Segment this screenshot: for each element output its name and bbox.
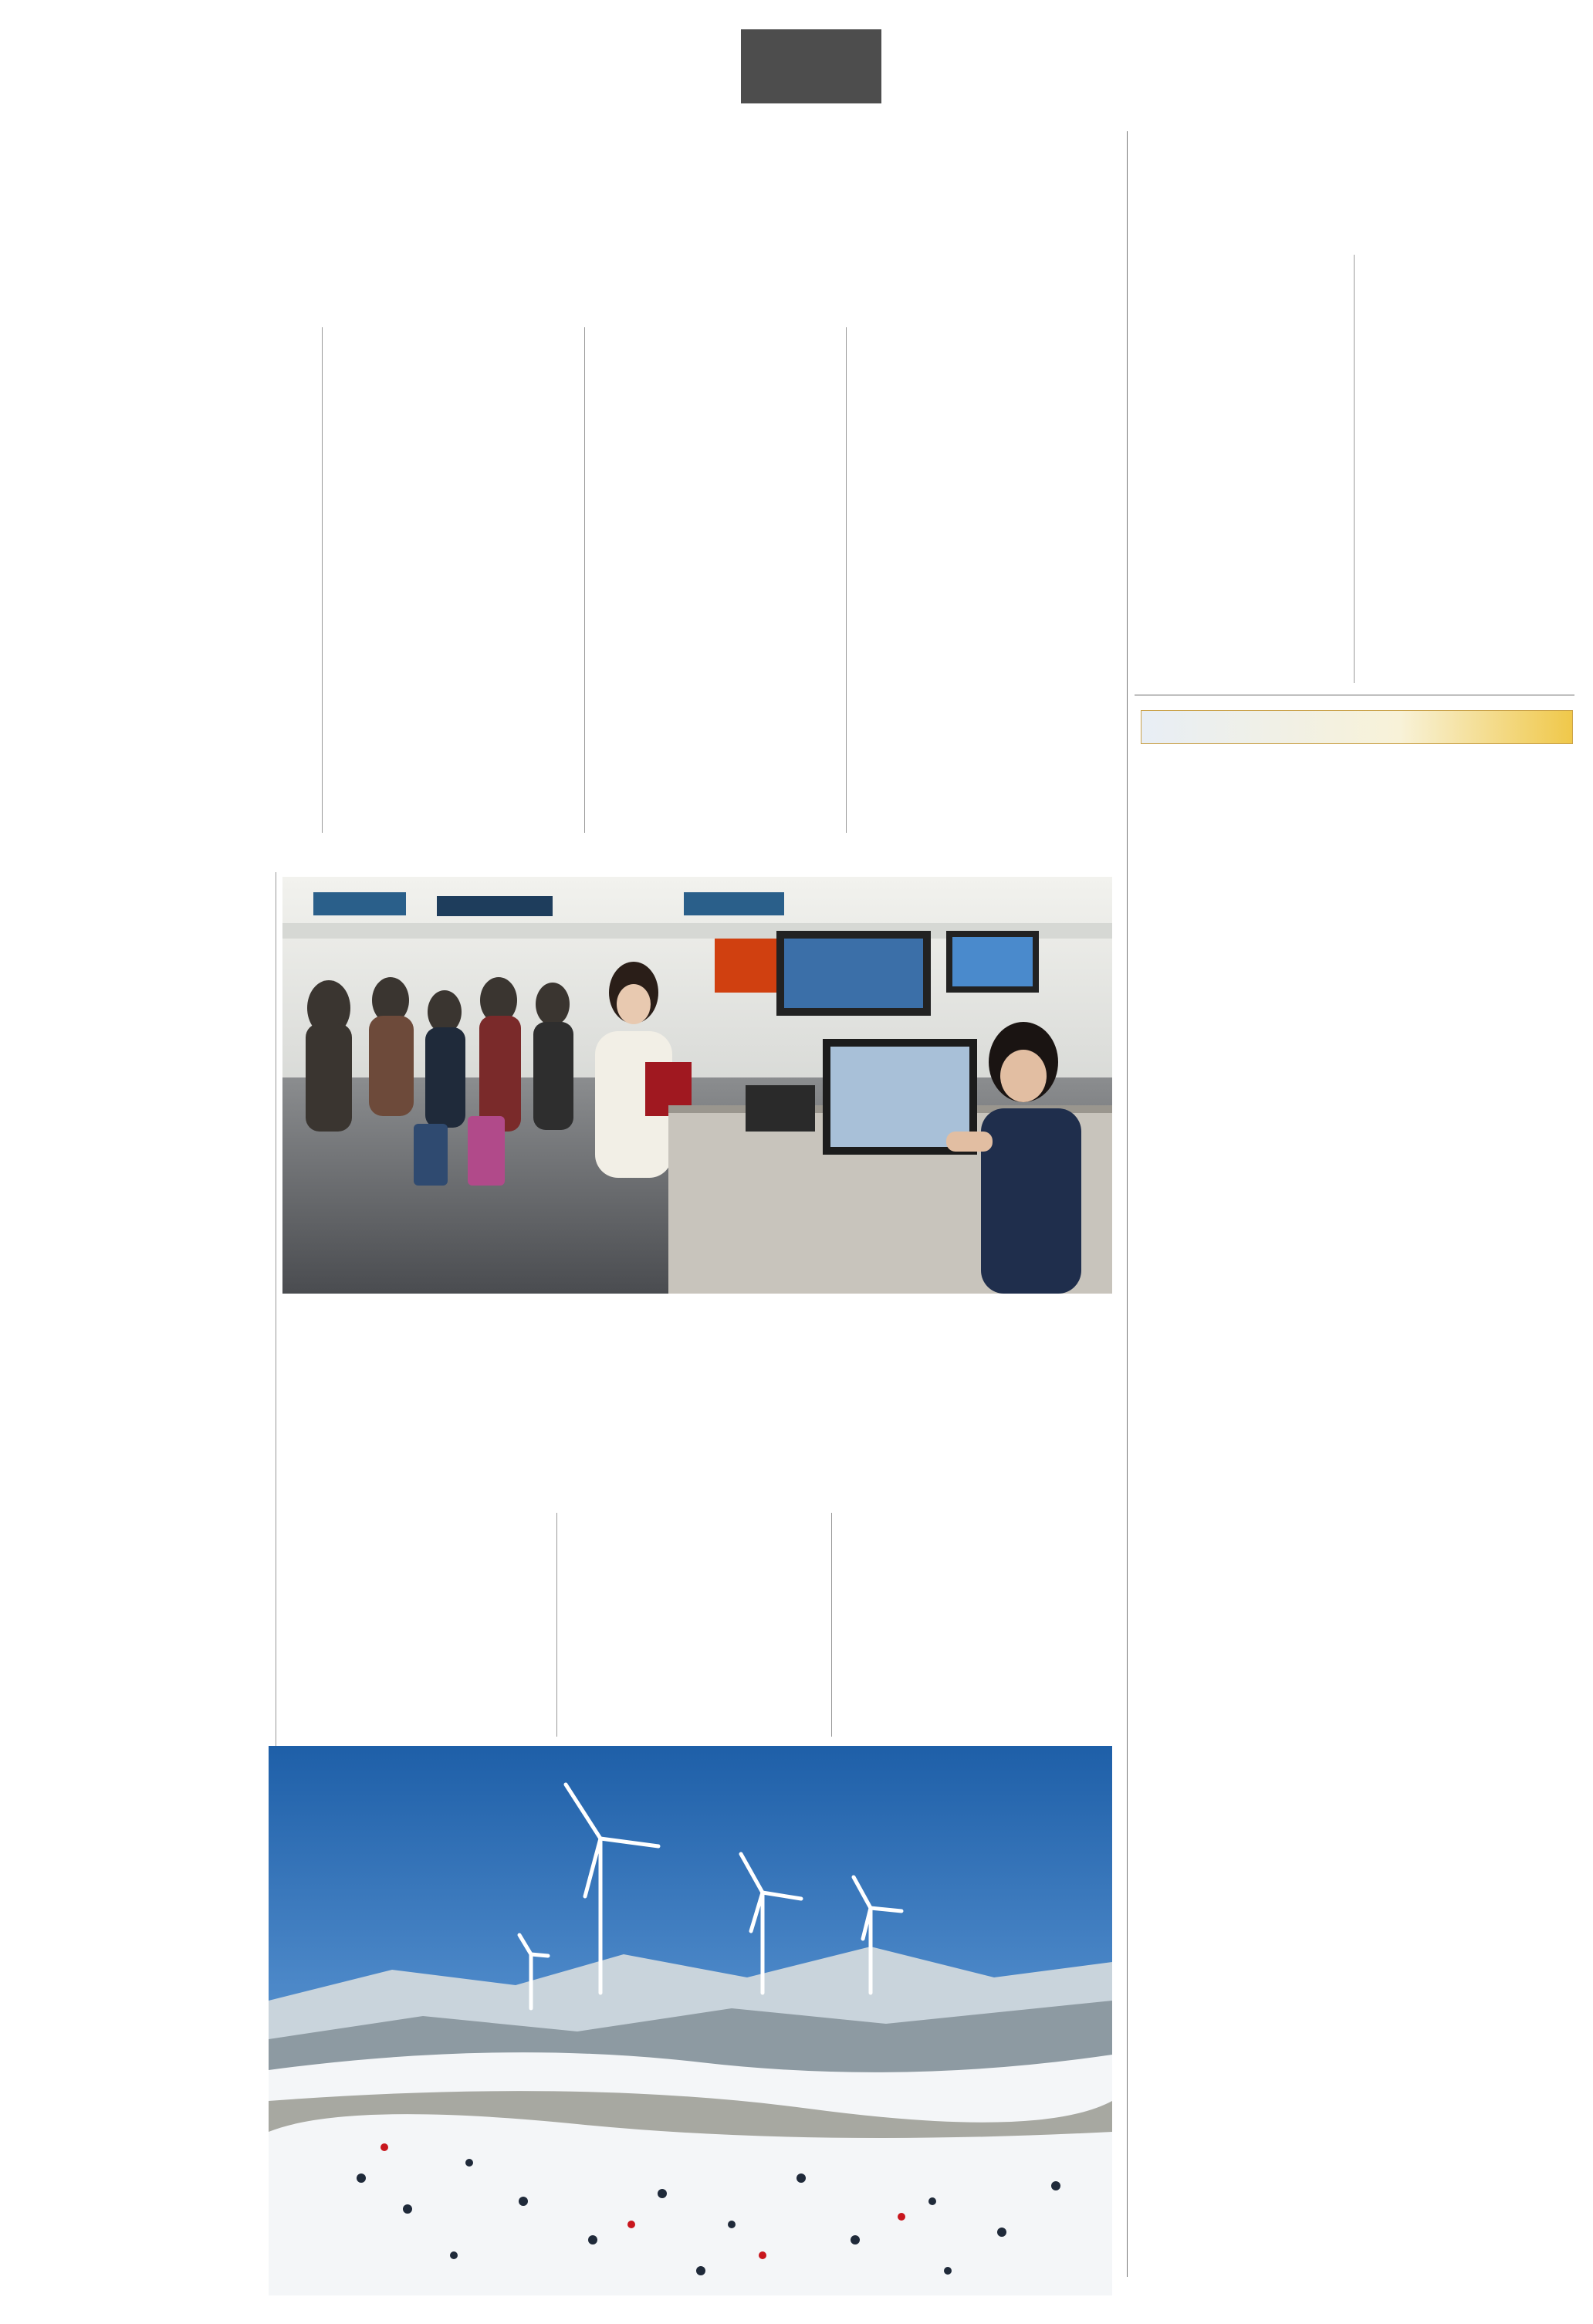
a1-title — [69, 199, 1119, 273]
a1-byline — [347, 279, 826, 303]
a1-column-2 — [328, 327, 579, 835]
a5-subtitle — [1165, 201, 1551, 228]
a1-kicker — [247, 151, 911, 195]
a2-byline — [62, 974, 270, 1028]
ski-resort-photo — [269, 1746, 1112, 2295]
a5-title — [1142, 151, 1574, 198]
ski-slope-illustration — [269, 1746, 1112, 2295]
a6-vertical-headline — [1457, 772, 1579, 1466]
a2-title — [54, 872, 278, 973]
a4-heading — [26, 1837, 281, 2014]
photo-caption-text — [287, 1304, 1107, 1324]
a4-caption — [40, 2084, 266, 2316]
a6-left-column — [1144, 761, 1445, 1448]
a1-column-3 — [590, 327, 840, 835]
masthead-meta — [567, 74, 737, 105]
page-column-divider — [1127, 131, 1128, 2277]
airport-photo — [282, 877, 1112, 1294]
page-number — [895, 29, 980, 103]
column-rule — [1354, 255, 1355, 683]
a6-banner — [1141, 710, 1573, 744]
column-rule — [322, 327, 323, 833]
a3-byline — [432, 1473, 972, 1496]
a3-column-3 — [837, 1513, 1111, 1744]
column-rule — [556, 1513, 557, 1737]
airport-photo-caption — [287, 1304, 1107, 1351]
a3-title — [340, 1406, 1065, 1468]
a5-column-1 — [1144, 255, 1347, 687]
a1-column-1 — [66, 327, 317, 835]
a1-column-4 — [851, 327, 1114, 835]
a3-kicker — [401, 1366, 1003, 1405]
a6-lower-body — [1144, 1448, 1572, 2312]
column-rule — [831, 1513, 832, 1737]
section-badge — [741, 29, 881, 103]
a3-column-1 — [287, 1513, 551, 1744]
a3-column-2 — [562, 1513, 826, 1744]
airport-check-in-illustration — [282, 877, 1112, 1294]
a5-column-2 — [1361, 255, 1567, 687]
column-rule — [846, 327, 847, 833]
column-rule — [584, 327, 585, 833]
